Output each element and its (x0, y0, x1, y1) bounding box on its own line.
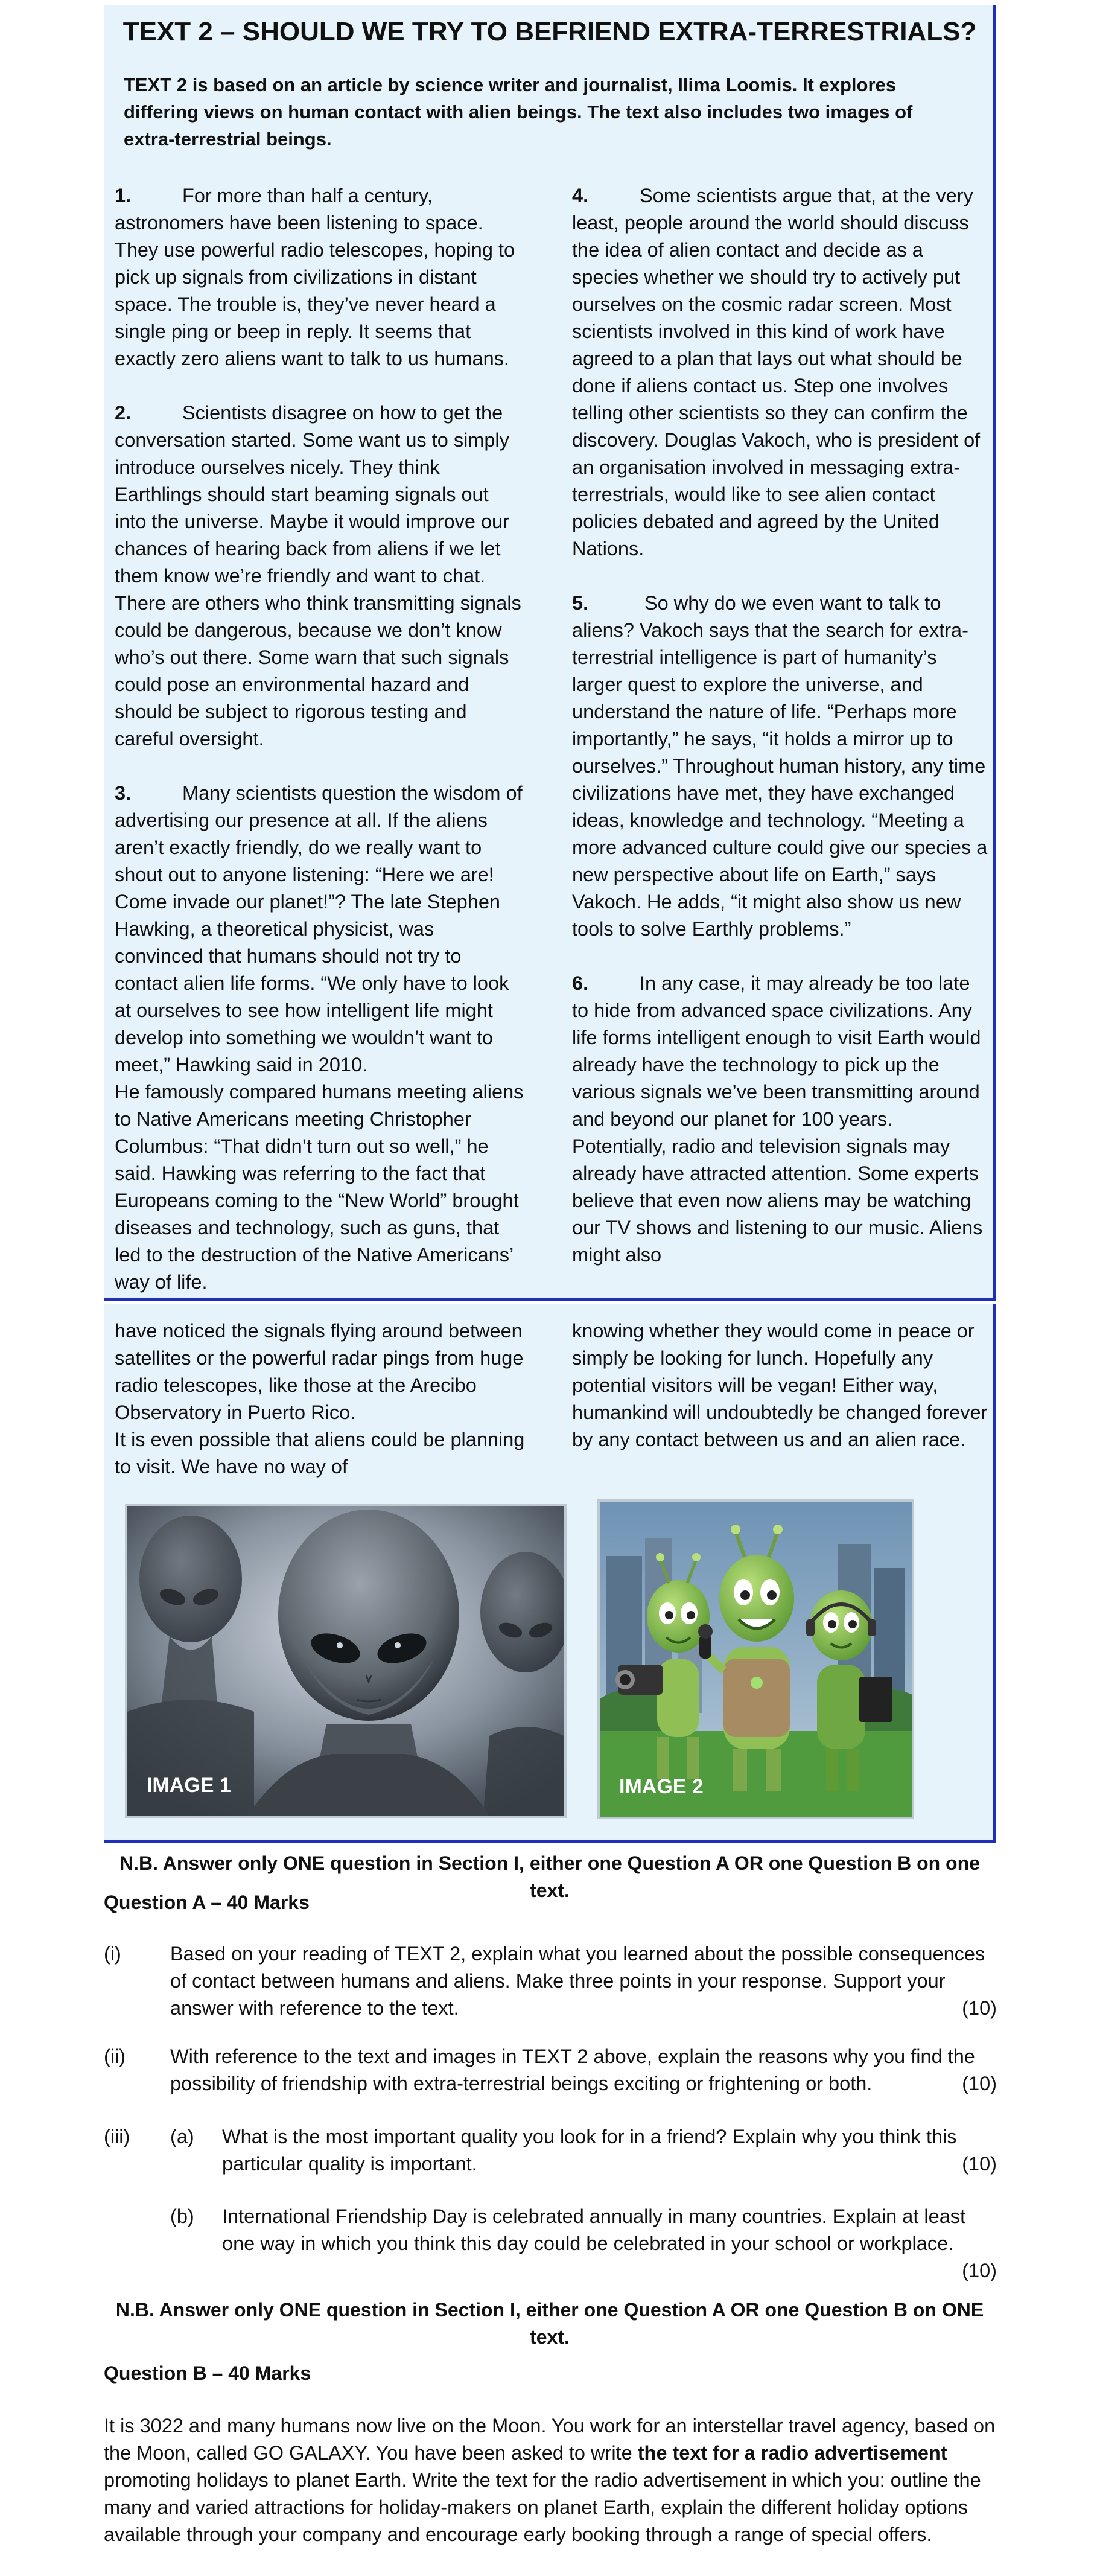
paragraph-number: 2. (115, 402, 132, 424)
paragraph-5 (572, 590, 988, 943)
left-continuation (115, 1318, 525, 1481)
paragraph-number: 1. (115, 185, 132, 206)
paragraph-text: Some scientists argue that, at the very least, people around the world should discuss the idea of alien contact and decide as a species whether we should try to actively put ourselves on the cosmic radar screen. Most scientists involved in this kind of work have agreed to a plan that lays out what should be done if aliens contact us. Step one involves telling other scientists so they can confirm the discovery. Douglas Vakoch, who is president of an organisation involved in messaging extra-terrestrials, would like to see alien contact policies debated and agreed by the United Nations. (572, 185, 981, 560)
nb-instruction-1: N.B. Answer only ONE question in Section I, either one Question A OR one Question B on one text. (119, 1852, 980, 1901)
paragraph-number: 6. (572, 972, 589, 994)
marks: (10) (962, 2153, 997, 2175)
question-a-i-text: Based on your reading of TEXT 2, explain what you learned about the possible consequences of contact between humans and aliens. Make three points in your response. Support your answer with reference to the text. (170, 1943, 985, 2019)
paragraph-number: 3. (115, 782, 132, 804)
intro-text: TEXT 2 is based on an article by science writer and journalist, Ilima Loomis. It explores differing views on human contact with alien beings. The text also includes two images of extra-terrestrial beings. (124, 74, 913, 150)
image-2-label: IMAGE 2 (619, 1775, 704, 1798)
image-2-cartoon-aliens (597, 1499, 914, 1819)
question-b-text-part-1: It is 3022 and many humans now live on the Moon. You work for an interstellar travel agency, based on the Moon, called GO GALAXY. You have been asked to write (104, 2415, 996, 2464)
question-a-ii-text: With reference to the text and images in TEXT 2 above, explain the reasons why you find the possibility of friendship with extra-terrestrial beings exciting or frightening or both. (170, 2045, 975, 2094)
continuation-text: It is even possible that aliens could be planning to visit. We have no way of (115, 1429, 525, 1478)
continuation-text: have noticed the signals flying around between satellites or the powerful radar pings from huge radio telescopes, like those at the Arecibo Observatory in Puerto Rico. (115, 1320, 524, 1423)
question-a-heading: Question A – 40 Marks (104, 1892, 310, 1913)
paragraph-text: Scientists disagree on how to get the conversation started. Some want us to simply introduce ourselves nicely. They think Earthlings should start beaming signals out into the universe. Maybe it would improve our chances of hearing back from aliens if we let them know we’re friendly and want to chat. There are others who think transmitting signals could be dangerous, because we don’t know who’s out there. Some warn that such signals could pose an environmental hazard and should be subject to rigorous testing and careful oversight. (115, 402, 521, 750)
sub-question-number: (b) (170, 2205, 194, 2227)
paragraph-text: So why do we even want to talk to aliens? Vakoch says that the search for extra-terrestrial intelligence is part of humanity’s larger quest to explore the universe, and understand the nature of life. “Perhaps more importantly,” he says, “it holds a mirror up to ourselves.” Throughout human history, any time civilizations have met, they have exchanged ideas, knowledge and technology. “Meeting a more advanced culture could give our species a new perspective about life on Earth,” says Vakoch. He adds, “it might also show us new tools to solve Earthly problems.” (572, 592, 988, 940)
marks: (10) (962, 2073, 997, 2094)
question-b-text-emphasis: the text for a radio advertisement (637, 2442, 947, 2464)
paragraph-3 (115, 780, 525, 1079)
paragraph-3-continued: He famously compared humans meeting aliens to Native Americans meeting Christopher Columbus: “That didn’t turn out so well,” he said. Hawking was referring to the fact that Europeans coming to the “New World” brought diseases and technology, such as guns, that led to the destruction of the Native Americans’ way of life. (115, 1081, 524, 1293)
paragraph-number: 4. (572, 185, 589, 206)
cartoon-aliens-illustration (600, 1502, 912, 1817)
paragraph-number: 5. (572, 592, 589, 614)
paragraph-text: Many scientists question the wisdom of advertising our presence at all. If the aliens aren’t exactly friendly, do we really want to shout out to anyone listening: “Here we are! Come invade our planet!”? The late Stephen Hawking, a theoretical physicist, was convinced that humans should not try to contact alien life forms. “We only have to look at ourselves to see how intelligent life might develop into something we wouldn’t want to meet,” Hawking said in 2010. (115, 782, 523, 1076)
right-column (572, 182, 988, 1269)
question-b-text-part-2: promoting holidays to planet Earth. Write the text for the radio advertisement in which you: outline the many and varied attractions for holiday-makers on planet Earth, explain the different holiday options available through your company and encourage early booking through a range of special offers. (104, 2469, 981, 2545)
paragraph-6 (572, 970, 988, 1269)
question-b-heading: Question B – 40 Marks (104, 2362, 311, 2384)
paragraph-2 (115, 400, 525, 753)
nb-instruction-2: N.B. Answer only ONE question in Section I, either one Question A OR one Question B on ONE text. (115, 2299, 984, 2348)
image-1-grey-aliens (125, 1504, 567, 1818)
page-title: TEXT 2 – SHOULD WE TRY TO BEFRIEND EXTRA-TERRESTRIALS? (122, 17, 977, 46)
right-continuation (572, 1318, 988, 1453)
grey-aliens-illustration (127, 1506, 564, 1816)
question-number: (iii) (104, 2126, 130, 2147)
image-1-label: IMAGE 1 (147, 1774, 231, 1797)
continuation-text: knowing whether they would come in peace or simply be looking for lunch. Hopefully any potential visitors will be vegan! Either way, humankind will undoubtedly be changed forever by any contact between us and an alien race. (572, 1320, 988, 1450)
question-b-text (104, 2412, 997, 2548)
question-a-iii-b-text: International Friendship Day is celebrated annually in many countries. Explain at least one way in which you think this day could be celebrated in your school or workplace. (222, 2205, 966, 2254)
sub-question-number: (a) (170, 2126, 194, 2147)
paragraph-4 (572, 182, 988, 563)
left-column (115, 182, 525, 1296)
question-a-iii-a-text: What is the most important quality you look for in a friend? Explain why you think this particular quality is important. (222, 2126, 957, 2175)
paragraph-text: In any case, it may already be too late to hide from advanced space civilizations. Any life forms intelligent enough to visit Earth would already have the technology to pick up the various signals we’ve been transmitting around and beyond our planet for 100 years. Potentially, radio and television signals may already have attracted attention. Some experts believe that even now aliens may be watching our TV shows and listening to our music. Aliens might also (572, 972, 983, 1266)
question-number: (i) (104, 1943, 121, 1965)
paragraph-1 (115, 182, 525, 372)
question-number: (ii) (104, 2045, 126, 2067)
marks: (10) (962, 1997, 997, 2019)
marks: (10) (962, 2260, 997, 2281)
paragraph-text: For more than half a century, astronomers have been listening to space. They use powerful radio telescopes, hoping to pick up signals from civilizations in distant space. The trouble is, they’ve never heard a single ping or beep in reply. It seems that exactly zero aliens want to talk to us humans. (115, 185, 515, 369)
